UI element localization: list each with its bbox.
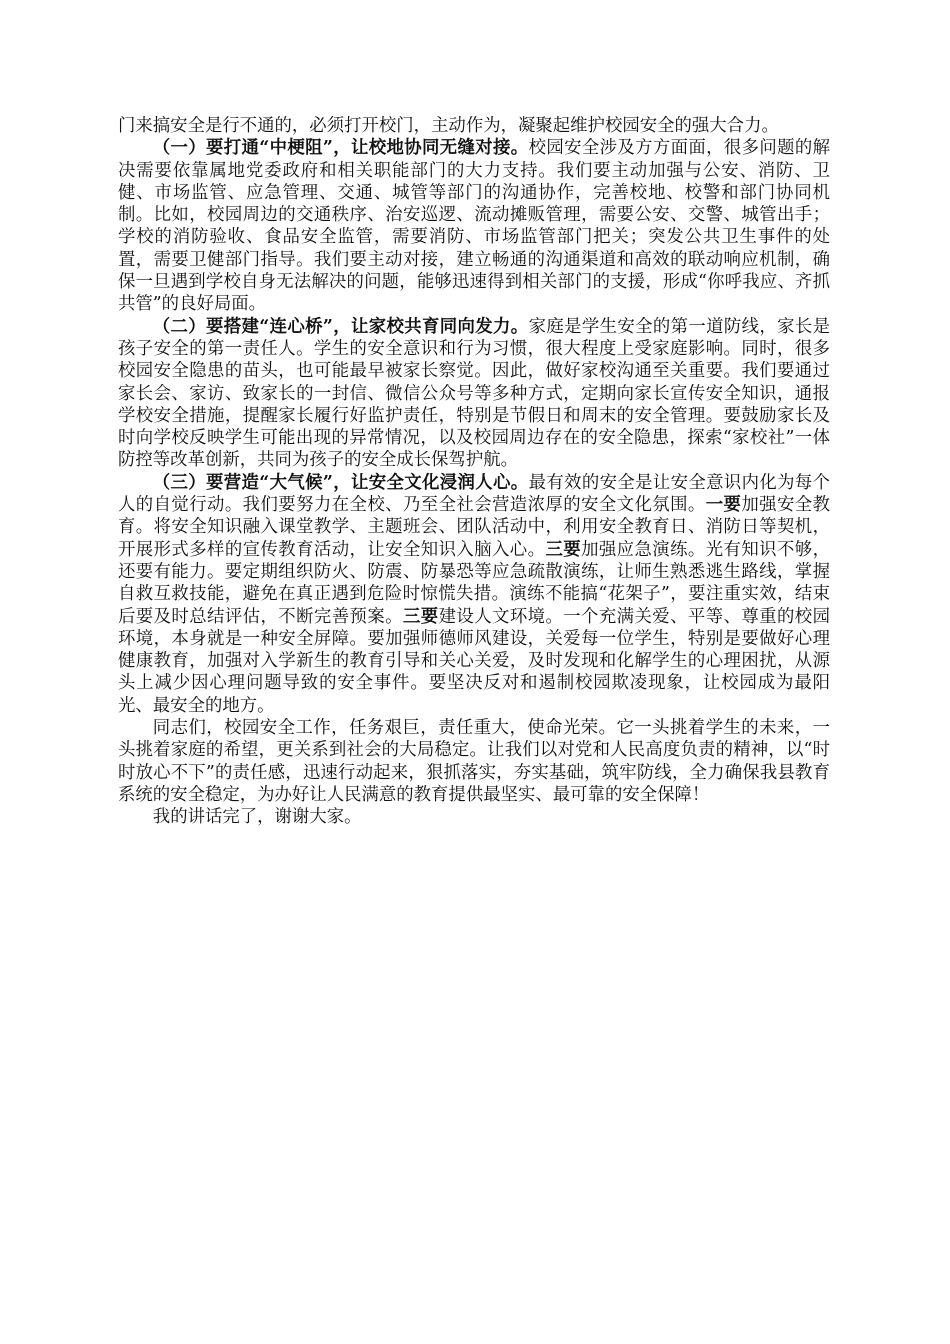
- paragraph-text: 加强应急演练。光有知识不够，还要有能力。要定期组织防火、防震、防暴恐等应急疏散演练，让师生熟悉逃生路线，掌握自救互救技能，避免在真正遇到危险时惊慌失措。演练不能搞“花架子”，要注重实效，结束后要及时总结评估，不断完善预案。: [118, 539, 830, 627]
- keyword-third: 三要: [402, 606, 439, 627]
- paragraph-text: 同志们，校园安全工作，任务艰巨，责任重大，使命光荣。它一头挑着学生的未来，一头挑着家庭的希望，更关系到社会的大局稳定。让我们以对党和人民高度负责的精神，以“时时放心不下”的责任感，迅速行动起来，狠抓落实，夯实基础，筑牢防线，全力确保我县教育系统的安全稳定，为办好让人民满意的教育提供最坚实、最可靠的安全保障！: [118, 718, 830, 805]
- paragraph-text: 建设人文环境。一个充满关爱、平等、尊重的校园环境，本身就是一种安全屏障。要加强师德师风建设，关爱每一位学生，特别是要做好心理健康教育，加强对入学新生的教育引导和关心关爱，及时发现和化解学生的心理困扰，从源头上减少因心理问题导致的安全事件。要坚决反对和遏制校园欺凌现象，让校园成为最阳光、最安全的地方。: [118, 606, 830, 716]
- paragraph-text: 我的讲话完了，谢谢大家。: [152, 807, 362, 828]
- section-heading-2: （二）要搭建“连心桥”，让家校共育同向发力。: [152, 316, 529, 337]
- section-heading-1: （一）要打通“中梗阻”，让校地协同无缝对接。: [152, 138, 529, 159]
- paragraph-continuation: [118, 115, 830, 137]
- paragraph-text: 校园安全涉及方方面面，很多问题的解决需要依靠属地党委政府和相关职能部门的大力支持。我们要主动加强与公安、消防、卫健、市场监管、应急管理、交通、城管等部门的沟通协作，完善校地、校警和部门协同机制。比如，校园周边的交通秩序、治安巡逻、流动摊贩管理，需要公安、交警、城管出手；学校的消防验收、食品安全监管，需要消防、市场监管部门把关；突发公共卫生事件的处置，需要卫健部门指导。我们要主动对接，建立畅通的沟通渠道和高效的联动响应机制，确保一旦遇到学校自身无法解决的问题，能够迅速得到相关部门的支援，形成“你呼我应、齐抓共管”的良好局面。: [118, 138, 830, 315]
- paragraph-text: 加强安全教育。将安全知识融入课堂教学、主题班会、团队活动中，利用安全教育日、消防日等契机，开展形式多样的宣传教育活动，让安全知识入脑入心。: [118, 495, 830, 560]
- paragraph-closing: [118, 806, 830, 828]
- paragraph-text: 最有效的安全是让安全意识内化为每个人的自觉行动。我们要努力在全校、乃至全社会营造浓厚的安全文化氛围。: [118, 472, 830, 516]
- document-page: [118, 115, 830, 829]
- paragraph-text: 门来搞安全是行不通的，必须打开校门，主动作为，凝聚起维护校园安全的强大合力。: [118, 116, 779, 136]
- paragraph-home-school-cooperation: [118, 316, 830, 472]
- paragraph-school-local-coordination: [118, 137, 830, 315]
- paragraph-text: 家庭是学生安全的第一道防线，家长是孩子安全的第一责任人。学生的安全意识和行为习惯，很大程度上受家庭影响。同时，很多校园安全隐患的苗头，也可能最早被家长察觉。因此，做好家校沟通至关重要。我们要通过家长会、家访、致家长的一封信、微信公众号等多种方式，定期向家长宣传安全知识，通报学校安全措施，提醒家长履行好监护责任，特别是节假日和周末的安全管理。要鼓励家长及时向学校反映学生可能出现的异常情况，以及校园周边存在的安全隐患，探索“家校社”一体防控等改革创新，共同为孩子的安全成长保驾护航。: [118, 316, 830, 471]
- keyword-second: 三要: [545, 539, 582, 560]
- paragraph-safety-culture: [118, 472, 830, 717]
- section-heading-3: （三）要营造“大气候”，让安全文化浸润人心。: [152, 472, 529, 493]
- paragraph-conclusion: [118, 717, 830, 806]
- keyword-first: 一要: [705, 495, 742, 516]
